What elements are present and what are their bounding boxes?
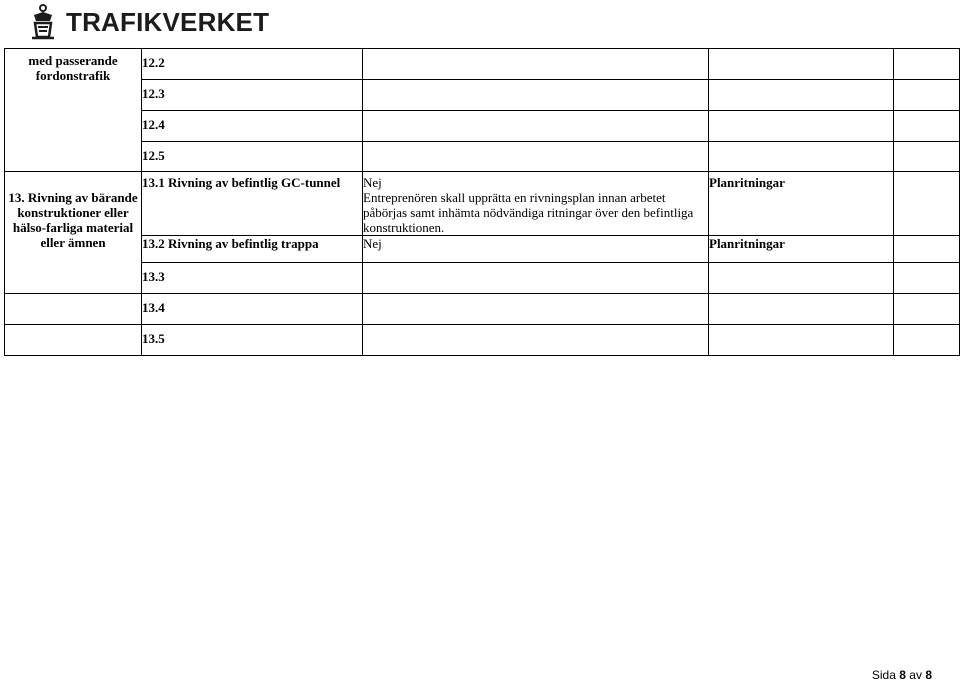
step-label: 13.5 (142, 325, 363, 356)
empty-cell (5, 294, 142, 325)
table-row (5, 294, 960, 325)
page-prefix: Sida (871, 668, 896, 682)
description-cell (363, 236, 709, 263)
documents-cell (709, 142, 894, 172)
crown-logo-icon (26, 3, 60, 41)
table-row (5, 111, 960, 142)
description-cell (363, 172, 709, 236)
step-label: 12.4 (142, 111, 363, 142)
description-cell (363, 263, 709, 294)
section-title: med passerande fordonstrafik (5, 49, 142, 172)
documents-cell (709, 263, 894, 294)
empty-cell (894, 80, 960, 111)
empty-cell (894, 325, 960, 356)
trafikverket-logo (26, 2, 269, 42)
step-label: 13.4 (142, 294, 363, 325)
documents-cell: Planritningar (709, 236, 894, 263)
section-title: 13. Rivning av bärande konstruktioner eller hälso-farliga material eller ämnen (5, 172, 142, 294)
empty-cell (894, 263, 960, 294)
step-label: 12.5 (142, 142, 363, 172)
empty-cell (894, 172, 960, 236)
table-row (5, 263, 960, 294)
documents-cell (709, 49, 894, 80)
total-pages: 8 (925, 668, 932, 682)
documents-cell (709, 80, 894, 111)
risk-table (4, 48, 960, 356)
step-label: 12.3 (142, 80, 363, 111)
current-page: 8 (899, 668, 906, 682)
table-row (5, 172, 960, 236)
empty-cell (894, 294, 960, 325)
table-row (5, 80, 960, 111)
page-separator: av (909, 668, 922, 682)
step-label: 12.2 (142, 49, 363, 80)
logo-wordmark: TRAFIKVERKET (66, 7, 270, 37)
documents-cell (709, 325, 894, 356)
documents-cell (709, 294, 894, 325)
description-cell (363, 49, 709, 80)
table-row (5, 325, 960, 356)
step-label: 13.1 Rivning av befintlig GC-tunnel (142, 172, 363, 236)
description-cell (363, 142, 709, 172)
table-row (5, 49, 960, 80)
table-row (5, 142, 960, 172)
description-text: Entreprenören skall upprätta en rivningsplan innan arbetet påbörjas samt inhämta nödvändiga ritningar över den befintliga konstruktionen. (363, 190, 694, 235)
documents-cell (709, 111, 894, 142)
documents-cell: Planritningar (709, 172, 894, 236)
empty-cell (894, 111, 960, 142)
description-cell (363, 111, 709, 142)
step-label: 13.3 (142, 263, 363, 294)
page-number (872, 668, 932, 682)
answer-text: Nej (363, 175, 382, 190)
description-cell (363, 80, 709, 111)
empty-cell (894, 142, 960, 172)
empty-cell (894, 236, 960, 263)
description-cell (363, 294, 709, 325)
description-cell (363, 325, 709, 356)
empty-cell (5, 325, 142, 356)
answer-text: Nej (363, 236, 382, 251)
empty-cell (894, 49, 960, 80)
table-row (5, 236, 960, 263)
step-label: 13.2 Rivning av befintlig trappa (142, 236, 363, 263)
